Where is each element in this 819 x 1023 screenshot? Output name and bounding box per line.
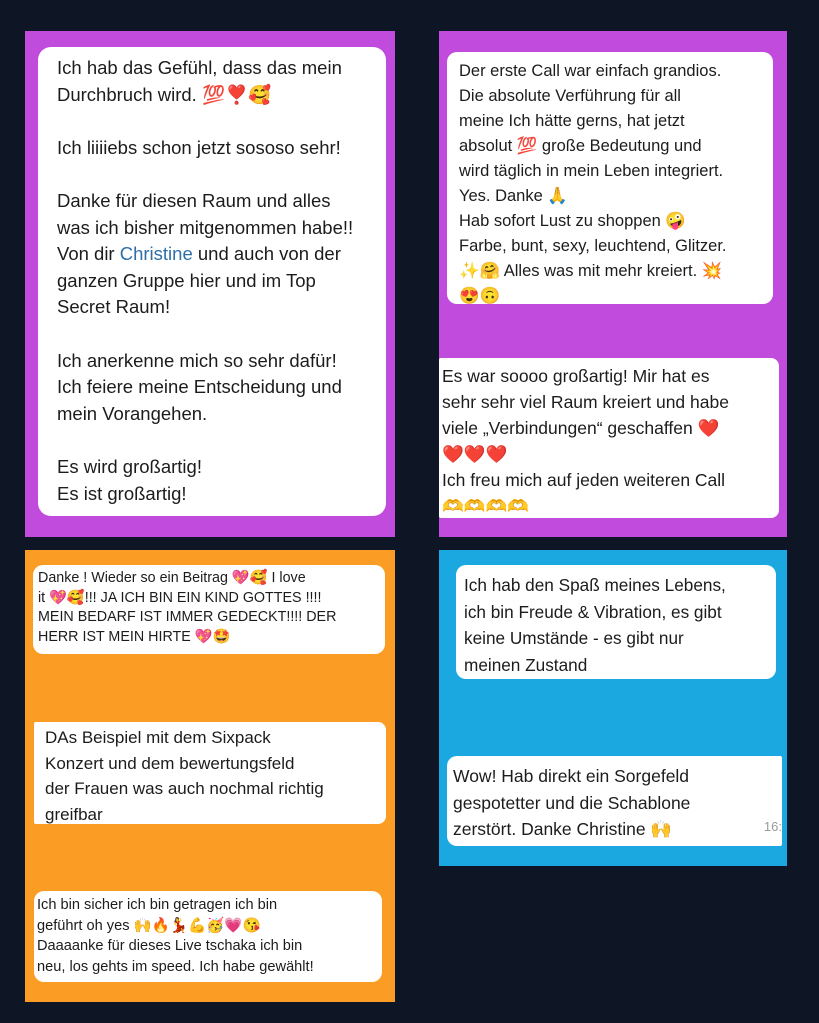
message-line: ich bin Freude & Vibration, es gibt (464, 601, 722, 622)
message-line: HERR IST MEIN HIRTE 💖🤩 (38, 628, 231, 645)
message-line: Ich anerkenne mich so sehr dafür! (57, 349, 337, 371)
message-bubble (34, 891, 382, 982)
message-line: Wow! Hab direkt ein Sorgefeld (453, 766, 690, 786)
message-line: absolut 💯 große Bedeutung und (459, 137, 702, 155)
message-line: keine Umstände - es gibt nur (464, 628, 684, 648)
message-line (57, 427, 386, 454)
message-line: der Frauen was auch nochmal richtig (45, 779, 324, 798)
message-line: neu, los gehts im speed. Ich habe gewählt! (37, 958, 314, 975)
message-line: meinen Zustand (464, 654, 588, 675)
message-line: Es war soooo großartig! Mir hat es (442, 366, 710, 386)
message-bubble (34, 722, 386, 824)
testimonial-panel-bottom-left (25, 550, 395, 1002)
message-line: mein Vorangehen. (57, 402, 208, 424)
message-bubble (439, 358, 779, 518)
message-line: geführt oh yes 🙌🔥💃💪🥳💗😘 (37, 917, 261, 934)
message-line: 😍🙃 (459, 287, 501, 304)
message-line: ❤️❤️❤️ (442, 444, 508, 464)
text-segment: Von dir (57, 243, 120, 265)
message-bubble (456, 565, 776, 679)
testimonial-panel-top-left (25, 31, 395, 537)
message-line: viele „Verbindungen“ geschaffen ❤️ (442, 418, 720, 438)
message-line: ganzen Gruppe hier und im Top (57, 269, 316, 291)
message-bubble (38, 47, 386, 516)
message-line: Ich freu mich auf jeden weiteren Call (442, 470, 726, 490)
message-line: Farbe, bunt, sexy, leuchtend, Glitzer. (459, 237, 727, 255)
message-line (57, 241, 386, 268)
message-line: gespotetter und die Schablone (453, 792, 691, 813)
message-line: Hab sofort Lust zu shoppen 🤪 (459, 212, 686, 230)
message-line: DAs Beispiel mit dem Sixpack (45, 728, 271, 747)
message-line (57, 161, 386, 188)
message-bubble (33, 565, 385, 654)
message-line: was ich bisher mitgenommen habe!! (57, 216, 354, 238)
mention-christine-link[interactable]: Christine (119, 243, 193, 265)
message-line (57, 108, 386, 135)
message-line: Ich bin sicher ich bin getragen ich bin (37, 897, 278, 913)
message-line: Daaaanke für dieses Live tschaka ich bin (37, 938, 303, 954)
message-line: MEIN BEDARF IST IMMER GEDECKT!!!! DER (38, 609, 337, 625)
message-line: meine Ich hätte gerns, hat jetzt (459, 112, 685, 130)
message-line: Die absolute Verführung für all (459, 87, 681, 105)
testimonial-panel-top-right (439, 31, 787, 537)
message-line: zerstört. Danke Christine 🙌 (453, 819, 673, 839)
message-line: Es ist großartig! (57, 482, 187, 504)
message-line: Der erste Call war einfach grandios. (459, 62, 722, 80)
message-bubble (447, 756, 782, 846)
message-line: Konzert und dem bewertungsfeld (45, 753, 295, 773)
message-line: ✨🤗 Alles was mit mehr kreiert. 💥 (459, 262, 723, 280)
message-line: Ich hab den Spaß meines Lebens, (464, 575, 726, 595)
message-line: sehr sehr viel Raum kreiert und habe (442, 392, 729, 412)
message-line: Es wird großartig! (57, 455, 202, 477)
testimonial-panel-bottom-right (439, 550, 787, 866)
text-segment: und auch von der (192, 243, 341, 265)
message-line: Ich feiere meine Entscheidung und (57, 376, 342, 398)
message-line: Ich hab das Gefühl, dass das mein (57, 57, 342, 78)
message-line: Ich liiiiebs schon jetzt sososo sehr! (57, 136, 341, 158)
message-bubble (447, 52, 773, 304)
message-line: Durchbruch wird. 💯❣️🥰 (57, 83, 272, 105)
message-line (57, 321, 386, 348)
message-line: 🫶🫶🫶🫶 (442, 496, 530, 516)
message-line: greifbar (45, 804, 103, 824)
message-line: Danke ! Wieder so ein Beitrag 💖🥰 I love (38, 570, 306, 586)
message-line: Secret Raum! (57, 296, 171, 318)
message-line: Yes. Danke 🙏 (459, 187, 568, 205)
message-line: wird täglich in mein Leben integriert. (459, 162, 724, 180)
message-timestamp: 16: (763, 818, 782, 834)
message-line: it 💖🥰!!! JA ICH BIN EIN KIND GOTTES !!!! (38, 589, 322, 606)
message-line: Danke für diesen Raum und alles (57, 189, 331, 211)
